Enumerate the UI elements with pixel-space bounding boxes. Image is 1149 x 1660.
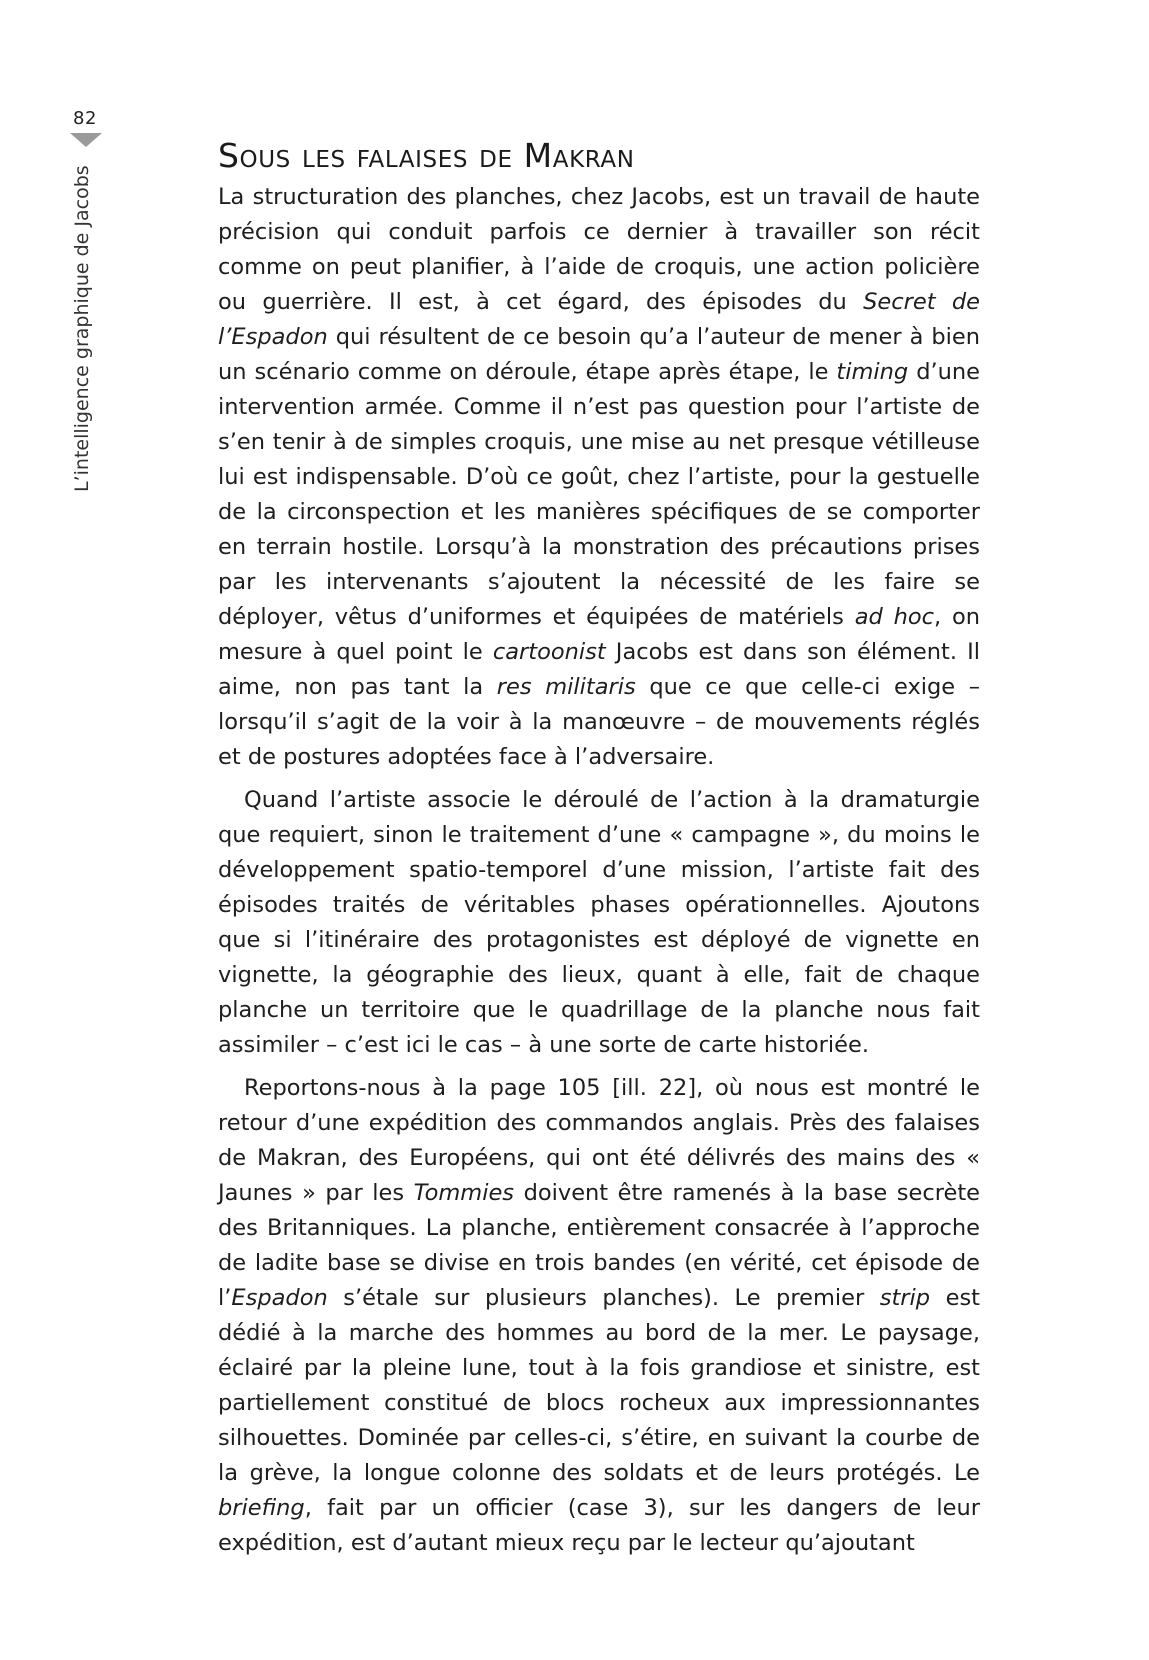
text-run: La structuration des planches, chez Jacobs, est un travail de haute précision qui conduit parfois ce dernier à travailler son récit comme on peut planifier, à l’aide de croquis, une action policière ou guerrière. Il est, à cet égard, des épisodes du bbox=[218, 184, 980, 315]
text-run: , on mesure à quel point le bbox=[218, 604, 980, 665]
italic-text: Espadon bbox=[231, 1285, 328, 1311]
text-run: Jacobs est dans son élément. Il aime, non pas tant la bbox=[218, 639, 980, 700]
italic-text: Secret de l’Espadon bbox=[218, 289, 980, 350]
italic-text: ad hoc bbox=[854, 604, 934, 630]
text-run: est dédié à la marche des hommes au bord de la mer. Le paysage, éclairé par la pleine lune, tout à la fois grandiose et sinistre, est partiellement constitué de blocs rocheux aux impressionnantes silhouettes. Dominée par celles-ci, s’étire, en suivant la courbe de la grève, la longue colonne des soldats et de leurs protégés. Le bbox=[218, 1285, 980, 1486]
italic-text: Tommies bbox=[413, 1180, 515, 1206]
section-title: Sous les falaises de Makran bbox=[218, 136, 635, 175]
paragraph bbox=[218, 180, 980, 775]
text-run: , fait par un officier (case 3), sur les dangers de leur expédition, est d’autant mieux reçu par le lecteur qu’ajoutant bbox=[218, 1495, 980, 1556]
italic-text: cartoonist bbox=[492, 639, 606, 665]
text-run: s’étale sur plusieurs planches). Le premier bbox=[327, 1285, 880, 1311]
paragraph bbox=[218, 783, 980, 1063]
page-number: 82 bbox=[73, 108, 97, 129]
paragraph bbox=[218, 1071, 980, 1561]
running-head: L’intelligence graphique de Jacobs bbox=[71, 165, 93, 492]
italic-text: strip bbox=[879, 1285, 931, 1311]
text-run: d’une intervention armée. Comme il n’est pas question pour l’artiste de s’en tenir à de simples croquis, une mise au net presque vétilleuse lui est indispensable. D’où ce goût, chez l’artiste, pour la gestuelle de la circonspection et les manières spécifiques de se comporter en terrain hostile. Lorsqu’à la monstration des précautions prises par les intervenants s’ajoutent la nécessité de les faire se déployer, vêtus d’uniformes et équipées de matériels bbox=[218, 359, 980, 630]
italic-text: res militaris bbox=[496, 674, 636, 700]
body-text bbox=[218, 180, 980, 1569]
text-run: doivent être ramenés à la base secrète des Britanniques. La planche, entièrement consacrée à l’approche de ladite base se divise en trois bandes (en vérité, cet épisode de l’ bbox=[218, 1180, 980, 1311]
page-marker-triangle bbox=[70, 133, 102, 147]
text-run: Quand l’artiste associe le déroulé de l’action à la dramaturgie que requiert, sinon le traitement d’une « campagne », du moins le développement spatio-temporel d’une mission, l’artiste fait des épisodes traités de véritables phases opérationnelles. Ajoutons que si l’itinéraire des protagonistes est déployé de vignette en vignette, la géographie des lieux, quant à elle, fait de chaque planche un territoire que le quadrillage de la planche nous fait assimiler – c’est ici le cas – à une sorte de carte historiée. bbox=[218, 787, 980, 1058]
italic-text: timing bbox=[836, 359, 909, 385]
text-run: que ce que celle-ci exige – lorsqu’il s’agit de la voir à la manœuvre – de mouvements réglés et de postures adoptées face à l’adversaire. bbox=[218, 674, 980, 770]
italic-text: briefing bbox=[218, 1495, 305, 1521]
text-run: Reportons-nous à la page 105 [ill. 22], où nous est montré le retour d’une expédition des commandos anglais. Près des falaises de Makran, des Européens, qui ont été délivrés des mains des « Jaunes » par les bbox=[218, 1075, 980, 1206]
text-run: qui résultent de ce besoin qu’a l’auteur de mener à bien un scénario comme on déroule, étape après étape, le bbox=[218, 324, 980, 385]
